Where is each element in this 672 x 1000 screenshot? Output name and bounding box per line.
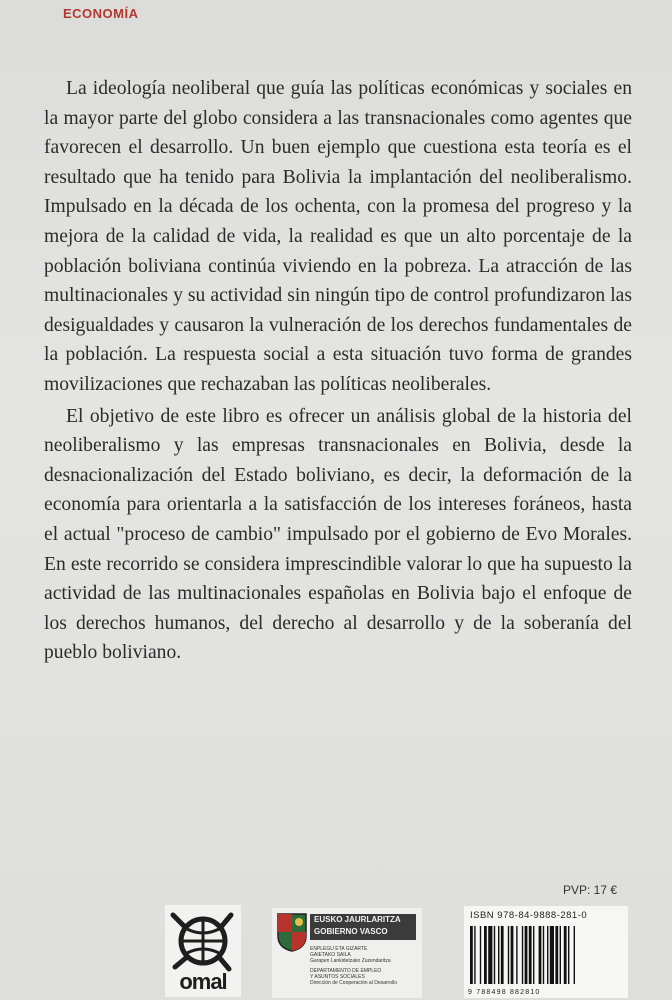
barcode-icon — [470, 926, 622, 988]
isbn-barcode — [464, 906, 628, 998]
gobierno-vasco-logo — [272, 908, 422, 998]
price-label: PVP: 17 € — [563, 883, 618, 897]
gov-banner — [310, 914, 416, 940]
isbn-label: ISBN 978-84-9888-281-0 — [470, 910, 588, 921]
coat-of-arms-icon — [276, 912, 308, 952]
omal-wordmark: omal — [179, 969, 227, 994]
gov-dept-1 — [310, 946, 418, 964]
gov-dept-1-c: Garapen Lankidetzako Zuzendaritza — [310, 958, 391, 964]
gov-line-1: EUSKO JAURLARITZA — [314, 915, 401, 924]
gov-line-2: GOBIERNO VASCO — [314, 927, 388, 936]
omal-logo — [165, 905, 241, 997]
globe-icon — [165, 905, 241, 975]
barcode-digits: 9 788498 882810 — [468, 989, 541, 996]
gov-dept-2-b: Y ASUNTOS SOCIALES — [310, 974, 365, 980]
gov-dept-2-a: DEPARTAMENTO DE EMPLEO — [310, 968, 382, 974]
synopsis — [44, 74, 632, 668]
gov-dept-2-c: Dirección de Cooperación al Desarrollo — [310, 980, 397, 986]
gov-dept-2 — [310, 968, 418, 986]
section-label: ECONOMÍA — [63, 6, 139, 21]
synopsis-paragraph-1: La ideología neoliberal que guía las políticas económicas y sociales en la mayor parte del globo considera a las transnacionales como agentes que favorecen el desarrollo. Un buen ejemplo que cuestiona esta teoría es el resultado que ha tenido para Bolivia la implantación del neoliberalismo. Impulsado en la década de los ochenta, con la promesa del progreso y la mejora de la calidad de vida, la realidad es que un alto porcentaje de la población boliviana continúa viviendo en la pobreza. La atracción de las multinacionales y su actividad sin ningún tipo de control profundizaron las desigualdades y causaron la vulneración de los derechos fundamentales de la población. La respuesta social a esta situación tuvo forma de grandes movilizaciones que rechazaban las políticas neoliberales. — [44, 78, 632, 395]
gov-dept-1-b: GAIETAKO SAILA — [310, 952, 351, 958]
synopsis-paragraph-2: El objetivo de este libro es ofrecer un análisis global de la historia del neoliberalismo y las empresas transnacionales en Bolivia, desde la desnacionalización del Estado boliviano, es decir, la deformación de la economía para orientarla a la satisfacción de los intereses foráneos, hasta el actual "proceso de cambio" impulsado por el gobierno de Evo Morales. En este recorrido se considera imprescindible valorar lo que ha supuesto la actividad de las multinacionales españolas en Bolivia bajo el enfoque de los derechos humanos, del derecho al desarrollo y de la soberanía del pueblo boliviano. — [44, 405, 632, 664]
gov-dept-1-a: ENPLEGU ETA GIZARTE — [310, 946, 368, 952]
